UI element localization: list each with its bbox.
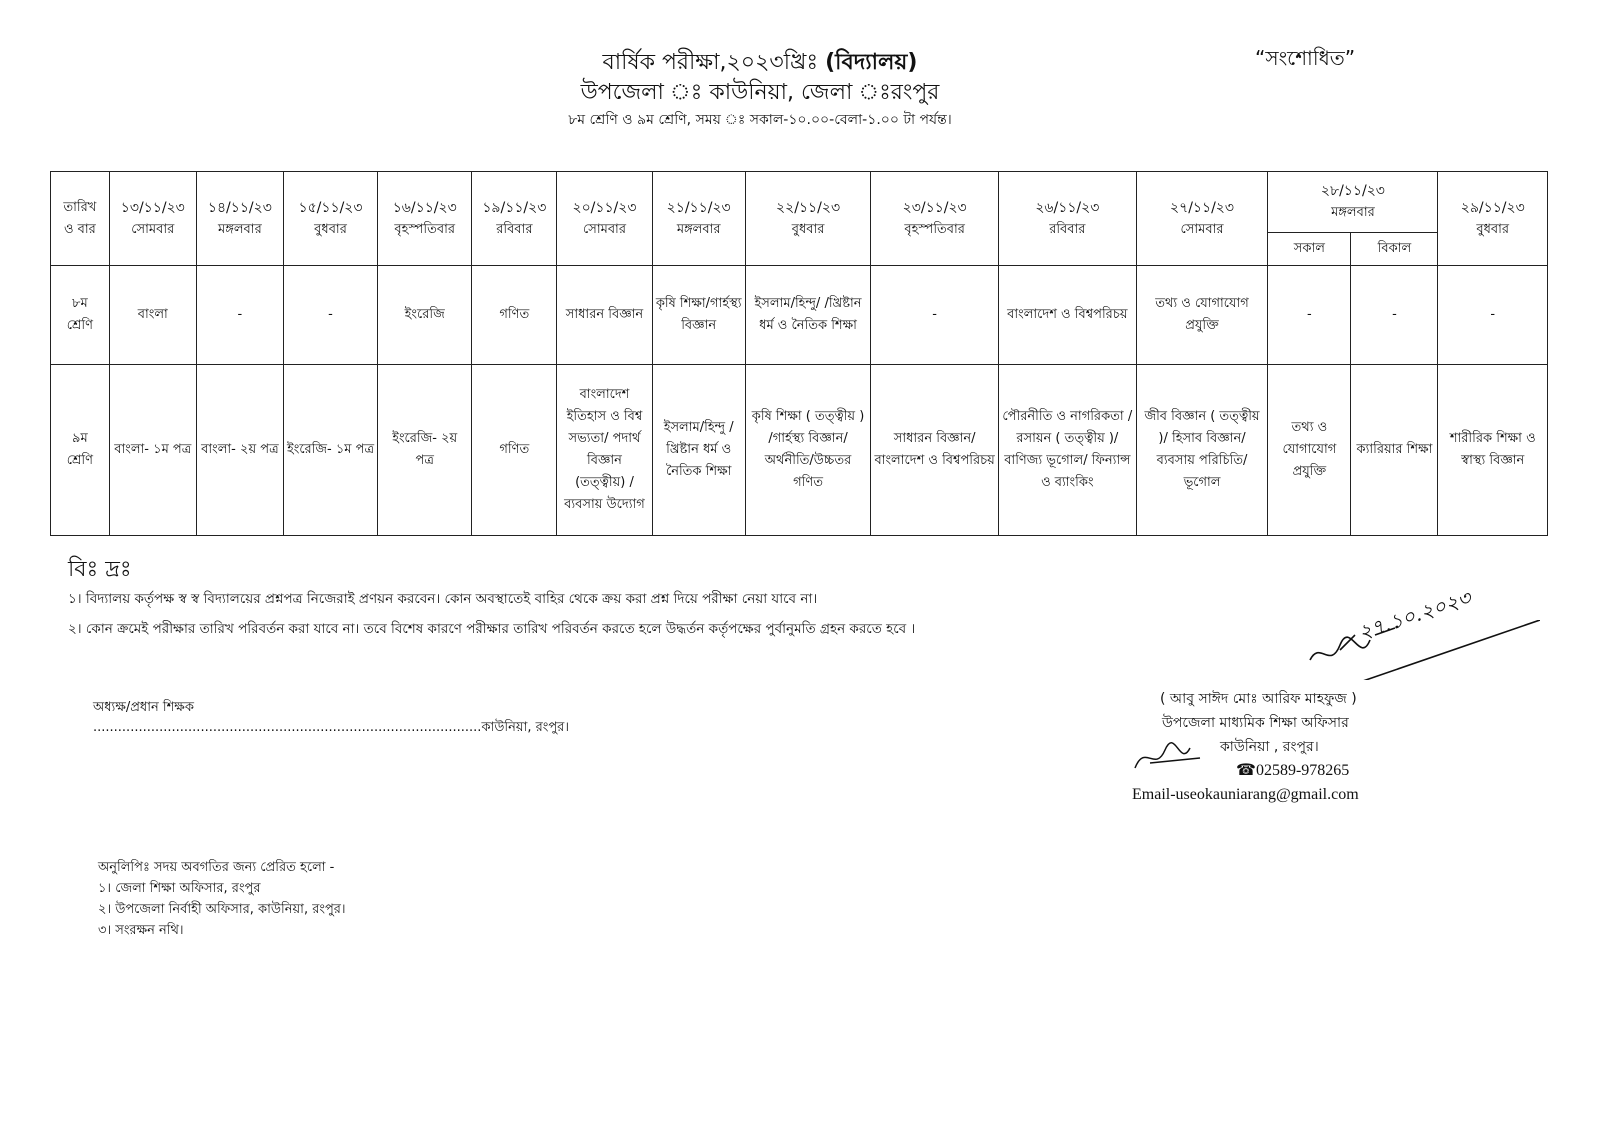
header-date: ২১/১১/২৩ [666,199,731,216]
revised-label: “সংশোধিত” [1255,46,1356,70]
notes-title: বিঃ দ্রঃ [68,557,132,582]
officer-block [1132,687,1359,807]
table-row-class-9 [51,365,1548,536]
subject-cell: - [1268,266,1351,365]
copies-title: অনুলিপিঃ সদয় অবগতির জন্য প্রেরিত হলো - [98,860,335,875]
document-title [0,48,1600,78]
subject-cell: বাংলাদেশ ইতিহাস ও বিশ্ব সভ্যতা/ পদার্থ বিজ্ঞান (তত্ত্বীয়) / ব্যবসায় উদ্যোগ [557,365,652,536]
exam-routine-table [50,171,1548,536]
subject-cell: ইংরেজি- ১ম পত্র [283,365,377,536]
subject-cell: তথ্য ও যোগাযোগ প্রযুক্তি [1268,365,1351,536]
officer-phone [1160,759,1359,783]
note-item: ১। বিদ্যালয় কর্তৃপক্ষ স্ব স্ব বিদ্যালয়ের প্রশ্নপত্র নিজেরাই প্রণয়ন করবেন। কোন অবস্থাতেই বাহির থেকে ক্রয় করা প্রশ্ন দিয়ে পরীক্ষা নেয়া যাবে না। [68,591,818,607]
header-day: মঙ্গলবার [218,221,262,237]
subject-cell: ইসলাম/হিন্দু/ /খ্রিষ্টান ধর্ম ও নৈতিক শিক্ষা [745,266,871,365]
copy-item: ২। উপজেলা নির্বাহী অফিসার, কাউনিয়া, রংপুর। [98,902,346,917]
class-label-suffix: শ্রেণি [66,453,94,468]
principal-title: অধ্যক্ষ/প্রধান শিক্ষক [93,700,194,715]
officer-name: ( আবু সাঈদ মোঃ আরিফ মাহফুজ ) [1160,691,1357,707]
subject-cell: - [196,266,283,365]
title-bold: (বিদ্যালয়) [825,50,918,75]
subject-cell: বাংলা [109,266,196,365]
subject-cell: কৃষি শিক্ষা ( তত্ত্বীয় ) /গার্হস্থ্য বিজ্ঞান/ অর্থনীতি/উচ্চতর গণিত [745,365,871,536]
header-day: মঙ্গলবার [1331,205,1375,220]
header-cell [1268,172,1438,233]
header-date: ২০/১১/২৩ [572,199,637,216]
header-cell [557,172,652,266]
header-day: সোমবার [582,221,626,237]
subject-cell: বাংলা- ১ম পত্র [109,365,196,536]
notes-section [68,556,915,644]
subject-cell: - [871,266,999,365]
subject-cell: কৃষি শিক্ষা/গার্হস্থ্য বিজ্ঞান [652,266,745,365]
subject-cell: তথ্য ও যোগাযোগ প্রযুক্তি [1136,266,1268,365]
subject-cell: ইংরেজি- ২য় পত্র [378,365,472,536]
class-label: ৮ম [72,296,88,311]
subject-cell: শারীরিক শিক্ষা ও স্বাস্থ্য বিজ্ঞান [1438,365,1548,536]
header-cell [196,172,283,266]
principal-dotted-line: ..............................................................................................কাউনিয়া, রংপুর। [93,720,569,735]
subject-cell: বাংলাদেশ ও বিশ্বপরিচয় [998,266,1136,365]
officer-designation: উপজেলা মাধ্যমিক শিক্ষা অফিসার [1162,715,1349,731]
header-date: ২৭/১১/২৩ [1170,199,1235,216]
table-row-class-8 [51,266,1548,365]
header-date: ১৬/১১/২৩ [392,199,457,216]
subject-cell: গণিত [472,365,557,536]
header-cell [745,172,871,266]
title-main: বার্ষিক পরীক্ষা,২০২৩খ্রিঃ [602,50,819,75]
subject-cell: ক্যারিয়ার শিক্ষা [1351,365,1438,536]
subject-cell: - [1351,266,1438,365]
header-cell [652,172,745,266]
subject-cell: পৌরনীতি ও নাগরিকতা /রসায়ন ( তত্ত্বীয় )/ বাণিজ্য ভূগোল/ ফিন্যান্স ও ব্যাংকিং [998,365,1136,536]
header-date: ২৯/১১/২৩ [1460,199,1525,216]
signature-date: ২৭.১০.২০২৩ [1355,585,1474,645]
subject-cell: ইসলাম/হিন্দু /খ্রিষ্টান ধর্ম ও নৈতিক শিক্ষা [652,365,745,536]
header-day: রবিবার [496,221,533,237]
subject-cell: ইংরেজি [378,266,472,365]
class-label-cell [51,266,110,365]
header-day: বুধবার [314,221,347,237]
header-day: বৃহস্পতিবার [904,221,965,237]
phone-number: 02589-978265 [1255,762,1350,779]
copies-section [98,857,346,941]
class-label-cell [51,365,110,536]
header-cell [998,172,1136,266]
officer-email[interactable]: Email-useokauniarang@gmail.com [1132,786,1359,803]
subheader-afternoon: বিকাল [1351,233,1438,266]
header-day: বৃহস্পতিবার [394,221,455,237]
header-day: সোমবার [1180,221,1224,237]
document-header [0,48,1600,132]
corner-cell [51,172,110,266]
subject-cell: - [1438,266,1548,365]
header-cell [1438,172,1548,266]
subject-cell: - [283,266,377,365]
class-label: ৯ম [72,431,88,446]
corner-label-date: তারিখ [63,199,97,215]
table-header-row [51,172,1548,233]
subject-cell: গণিত [472,266,557,365]
subject-cell: সাধারন বিজ্ঞান/ বাংলাদেশ ও বিশ্বপরিচয় [871,365,999,536]
subject-cell: সাধারন বিজ্ঞান [557,266,652,365]
header-cell [109,172,196,266]
header-day: রবিবার [1049,221,1086,237]
copy-item: ১। জেলা শিক্ষা অফিসার, রংপুর [98,881,261,896]
header-date: ১৩/১১/২৩ [120,199,185,216]
subject-cell: জীব বিজ্ঞান ( তত্ত্বীয় )/ হিসাব বিজ্ঞান/ব্যবসায় পরিচিতি/ভূগোল [1136,365,1268,536]
header-day: মঙ্গলবার [676,221,721,237]
header-cell [378,172,472,266]
phone-icon: ☎ [1236,762,1256,779]
header-cell [1136,172,1268,266]
header-date: ২২/১১/২৩ [776,199,841,216]
note-item: ২। কোন ক্রমেই পরীক্ষার তারিখ পরিবর্তন করা যাবে না। তবে বিশেষ কারণে পরীক্ষার তারিখ পরিবর্তন করতে হলে উদ্ধর্তন কর্তৃপক্ষের পুর্বানুমতি গ্রহন করতে হবে । [68,621,916,637]
header-day: বুধবার [791,221,825,237]
header-cell [871,172,999,266]
header-date: ২৮/১১/২৩ [1320,183,1385,199]
header-cell [283,172,377,266]
header-day: বুধবার [1476,221,1510,237]
document-subtitle: উপজেলা ঃ কাউনিয়া, জেলা ঃরংপুর [580,80,940,105]
header-date: ১৫/১১/২৩ [298,199,363,216]
subject-cell: বাংলা- ২য় পত্র [196,365,283,536]
corner-label-day: ও বার [63,221,96,237]
class-label-suffix: শ্রেণি [66,318,94,333]
header-cell [472,172,557,266]
header-date: ১৯/১১/২৩ [482,199,547,216]
exam-timeline: ৮ম শ্রেণি ও ৯ম শ্রেণি, সময় ঃ সকাল-১০.০০-বেলা-১.০০ টা পর্যন্ত। [568,112,952,128]
header-day: সোমবার [131,221,175,237]
header-date: ২৩/১১/২৩ [902,199,967,216]
copy-item: ৩। সংরক্ষন নথি। [98,923,184,938]
officer-place: কাউনিয়া , রংপুর। [1220,739,1319,755]
header-date: ২৬/১১/২৩ [1035,199,1100,216]
header-date: ১৪/১১/২৩ [207,199,272,216]
subheader-morning: সকাল [1268,233,1351,266]
